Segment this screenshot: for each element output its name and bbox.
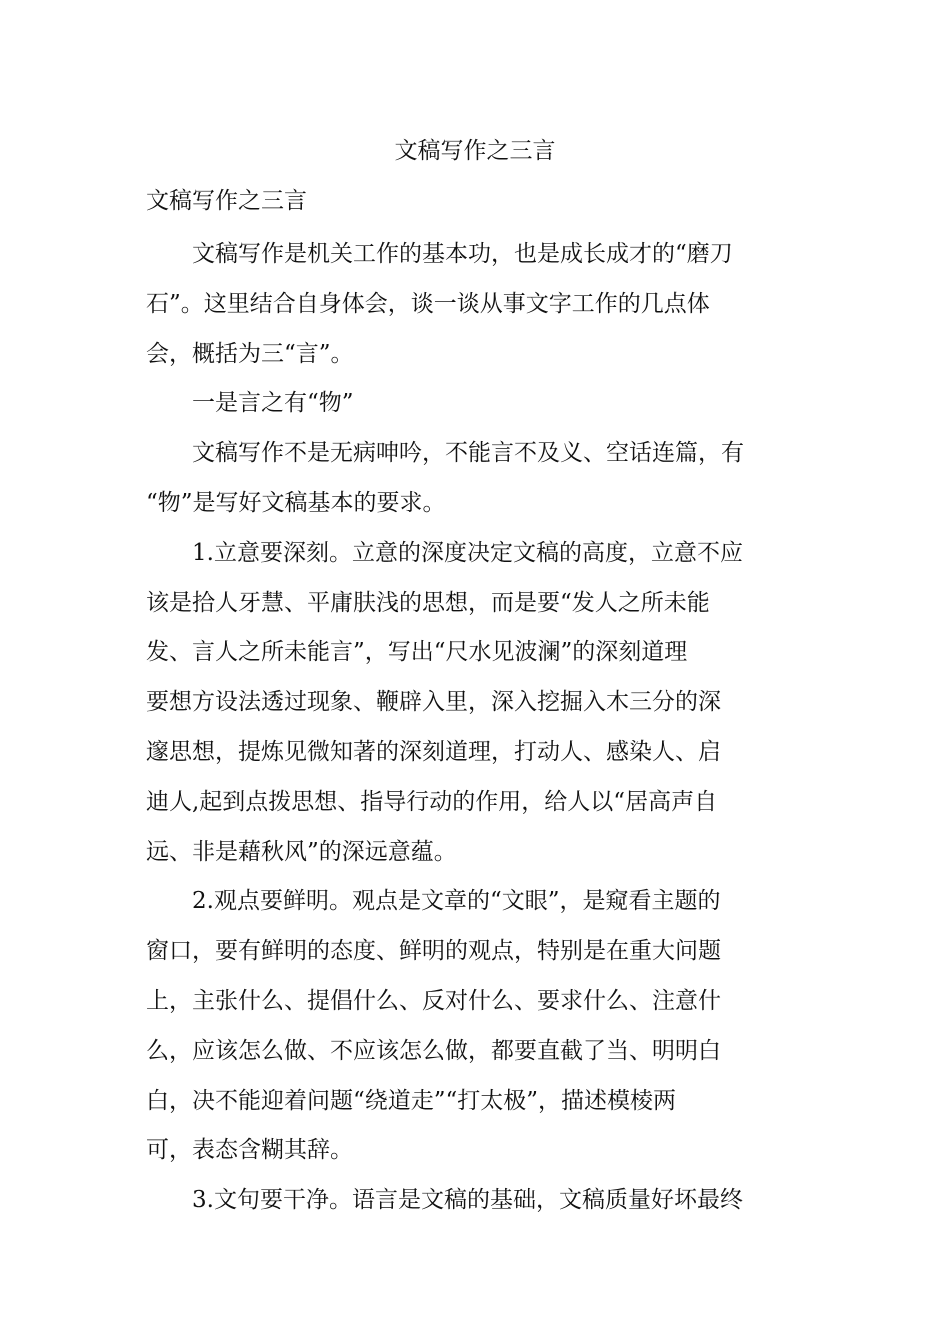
paragraph-section-1-intro: 文稿写作不是无病呻吟，不能言不及义、空话连篇，有 “物”是写好文稿基本的要求。 — [146, 440, 744, 516]
document-title: 文稿写作之三言 — [394, 138, 556, 164]
paragraph-point-3: 3.文句要干净。语言是文稿的基础，文稿质量好坏最终 — [192, 1187, 743, 1214]
document-body — [146, 230, 806, 1226]
document-subtitle: 文稿写作之三言 — [146, 188, 307, 214]
paragraph-intro: 文稿写作是机关工作的基本功，也是成长成才的“磨刀 石”。这里结合自身体会，谈一谈从事文字工作的几点体 会，概括为三“言”。 — [146, 241, 733, 367]
section-heading-1: 一是言之有“物” — [192, 390, 354, 417]
paragraph-point-2: 2.观点要鲜明。观点是文章的“文眼”，是窥看主题的 窗口，要有鲜明的态度、鲜明的观点，特别是在重大问题 上，主张什么、提倡什么、反对什么、要求什么、注意什 么，应该怎么做、不应该怎么做，都要直截了当、明明白 白，决不能迎着问题“绕道走”“打太极”，描述模棱两 可，表态含糊其辞。 — [146, 888, 721, 1164]
paragraph-point-1: 1.立意要深刻。立意的深度决定文稿的高度，立意不应 该是拾人牙慧、平庸肤浅的思想，而是要“发人之所未能 发、言人之所未能言”，写出“尺水见波澜”的深刻道理 要想方设法透过现象、鞭辟入里，深入挖掘入木三分的深 邃思想，提炼见微知著的深刻道理，打动人、感染人、启 迪人,起到点拨思想、指导行动的作用，给人以“居高声自 远、非是藉秋风”的深远意蕴。 — [146, 539, 743, 865]
